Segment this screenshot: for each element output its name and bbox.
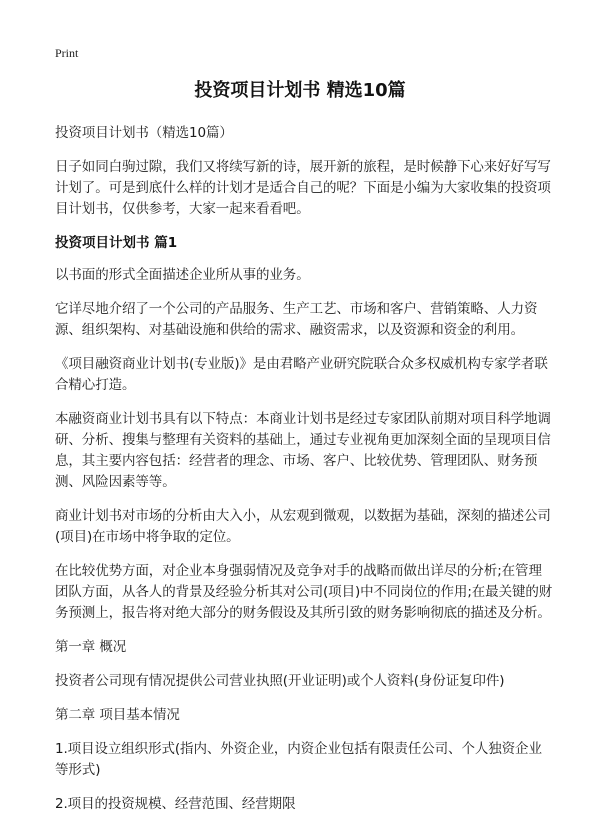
paragraph: 商业计划书对市场的分析由大入小，从宏观到微观，以数据为基础，深刻的描述公司(项目)在市场中将争取的定位。	[55, 508, 551, 545]
paragraph: 投资者公司现有情况提供公司营业执照(开业证明)或个人资料(身份证复印件)	[55, 673, 505, 689]
chapter-heading: 第一章 概况	[55, 639, 127, 655]
paragraph: 《项目融资商业计划书(专业版)》是由君略产业研究院联合众多权威机构专家学者联合精心打造。	[55, 356, 548, 393]
paragraph: 以书面的形式全面描述企业所从事的业务。	[55, 267, 310, 283]
page-title: 投资项目计划书 精选10篇	[194, 80, 406, 101]
paragraph: 本融资商业计划书具有以下特点：本商业计划书是经过专家团队前期对项目科学地调研、分析、搜集与整理有关资料的基础上，通过专业视角更加深刻全面的呈现项目信息，其主要内容包括：经营者的理念、市场、客户、比较优势、管理团队、财务预测、风险因素等等。	[55, 411, 551, 490]
intro-paragraph: 日子如同白驹过隙，我们又将续写新的诗，展开新的旅程，是时候静下心来好好写写计划了。可是到底什么样的计划才是适合自己的呢？下面是小编为大家收集的投资项目计划书，仅供参考，大家一起来看看吧。	[55, 159, 551, 217]
paragraph: 在比较优势方面，对企业本身强弱情况及竞争对手的战略而做出详尽的分析;在管理团队方面，从各人的背景及经验分析其对公司(项目)中不同岗位的作用;在最关键的财务预测上，报告将对绝大部分的财务假设及其所引致的财务影响彻底的描述及分析。	[55, 563, 553, 621]
list-item: 2.项目的投资规模、经营范围、经营期限	[55, 796, 296, 812]
section-heading: 投资项目计划书 篇1	[55, 235, 178, 251]
article-subtitle: 投资项目计划书（精选10篇）	[55, 125, 233, 141]
chapter-heading: 第二章 项目基本情况	[55, 707, 180, 723]
list-item: 1.项目设立组织形式(指内、外资企业，内资企业包括有限责任公司、个人独资企业等形式)	[55, 741, 542, 778]
article-body	[55, 123, 555, 828]
print-link[interactable]: Print	[55, 46, 79, 60]
paragraph: 它详尽地介绍了一个公司的产品服务、生产工艺、市场和客户、营销策略、人力资源、组织架构、对基础设施和供给的需求、融资需求，以及资源和资金的利用。	[55, 301, 538, 338]
